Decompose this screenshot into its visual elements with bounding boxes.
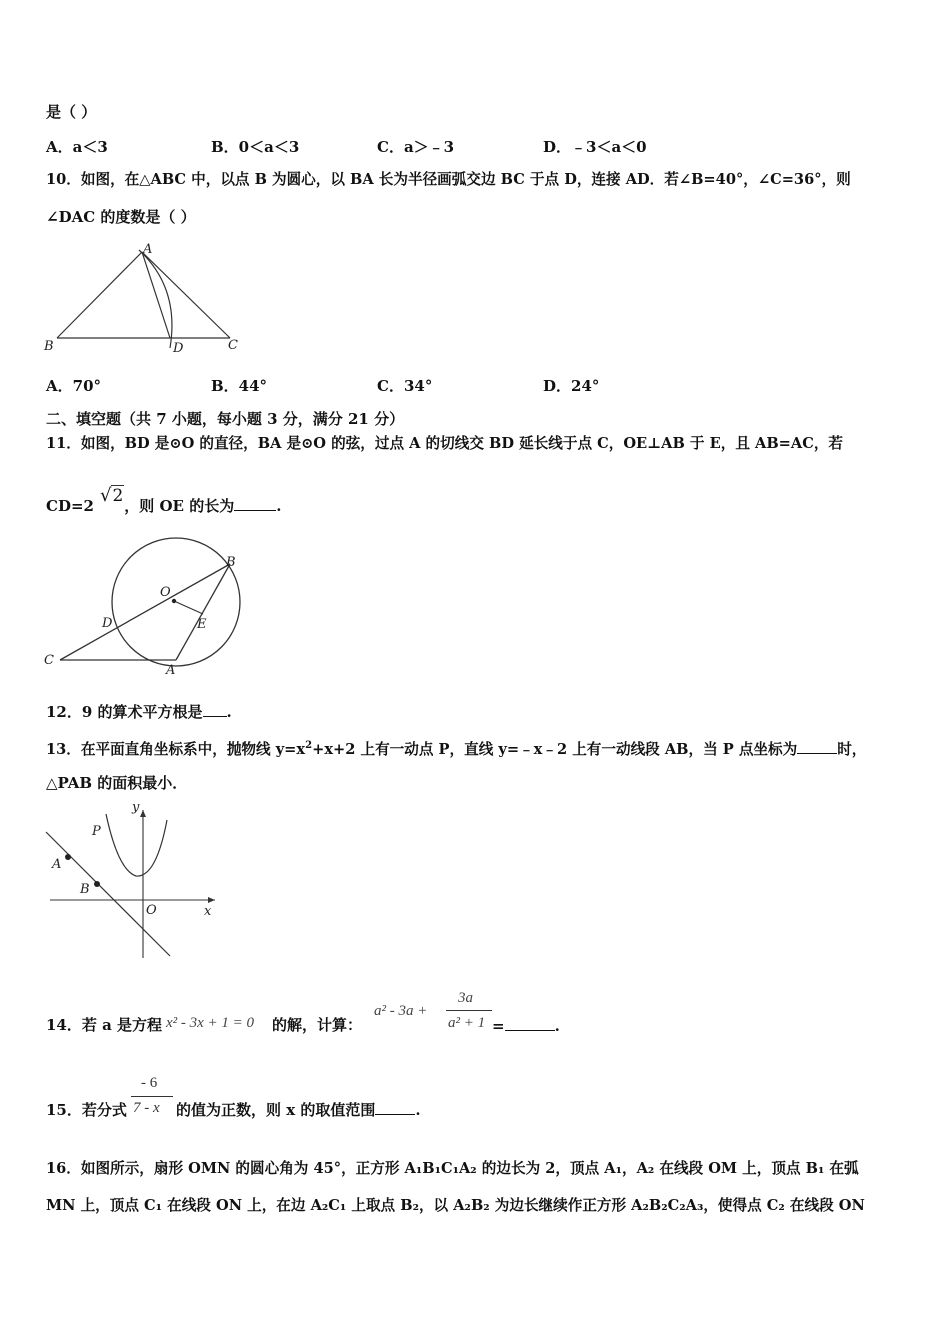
q14-prefix: 14．若 a 是方程 [46, 1016, 163, 1034]
q10-option-c: C．34° [377, 377, 433, 395]
q9-option-d: D．﹣3＜a＜0 [543, 138, 647, 156]
q10-figure [40, 238, 250, 358]
q11-label-d: D [102, 616, 113, 631]
q10-label-b: B [44, 339, 54, 354]
q11-sqrt-value: 2 [112, 486, 124, 506]
q13-answer-blank[interactable] [797, 739, 837, 754]
q13-line1: 13．在平面直角坐标系中，抛物线 $y=x^2+x+2$ 上有一动点 P，直线 y=﹣x﹣2 上有一动线段 AB，当 P 点坐标为 时， [46, 740, 867, 758]
section-heading: 二、填空题（共 7 小题，每小题 3 分，满分 21 分） [46, 410, 405, 428]
q11-answer-blank[interactable] [234, 496, 276, 511]
q13-line2: △PAB 的面积最小． [46, 774, 188, 792]
q9-option-a: A．a＜3 [46, 138, 108, 156]
q15-suffix: 的值为正数，则 x 的取值范围 . [176, 1101, 421, 1119]
q12-answer-blank[interactable] [203, 702, 227, 717]
q11-label-c: C [44, 653, 54, 668]
q10-line1: 10．如图，在△ABC 中，以点 B 为圆心，以 BA 长为半径画弧交边 BC 于点 D，连接 AD．若∠B=40°，∠C=36°，则 [46, 171, 851, 188]
sqrt-sign-icon: √ [99, 485, 112, 506]
q11-figure [40, 542, 250, 682]
q11-label-a: A [166, 663, 176, 678]
q13-label-b: B [80, 882, 90, 897]
q12-line: 12．9 的算术平方根是 . [46, 703, 232, 721]
q14-expression: a² - 3a + 3a a² + 1 [374, 990, 554, 1040]
q10-label-c: C [228, 338, 238, 353]
q10-option-a: A．70° [46, 377, 102, 395]
q11-label-o: O [160, 585, 171, 600]
q13-label-y: y [132, 800, 140, 815]
q9-option-c: C．a＞﹣3 [377, 138, 455, 156]
q13-label-x: x [204, 904, 212, 919]
q14-tail: = . [492, 1017, 560, 1035]
q13-label-p: P [92, 824, 101, 839]
q11-label-e: E [197, 617, 207, 632]
q10-option-b: B．44° [211, 377, 268, 395]
q9-tail: 是（ ） [46, 103, 97, 121]
q14-answer-blank[interactable] [505, 1016, 555, 1031]
q13-label-a: A [52, 857, 62, 872]
q11-line2: CD=2 √2，则 OE 的长为 . [46, 485, 282, 515]
q9-option-b: B．0＜a＜3 [211, 138, 300, 156]
q15-fraction: - 6 7 - x [131, 1075, 175, 1123]
q10-line2: ∠DAC 的度数是（ ） [46, 208, 196, 226]
q10-label-d: D [173, 341, 184, 356]
q10-option-d: D．24° [543, 377, 600, 395]
q13-label-o: O [146, 903, 157, 918]
q16-line2: MN 上，顶点 C₁ 在线段 ON 上，在边 A₂C₁ 上取点 B₂，以 A₂B₂ 为边长继续作正方形 A₂B₂C₂A₃，使得点 C₂ 在线段 ON [46, 1197, 865, 1214]
q15-prefix: 15．若分式 [46, 1101, 127, 1119]
q11-cd-prefix: CD=2 [46, 497, 94, 515]
q11-label-b: B [226, 555, 236, 570]
q16-line1: 16．如图所示，扇形 OMN 的圆心角为 45°，正方形 A₁B₁C₁A₂ 的边长为 2，顶点 A₁，A₂ 在线段 OM 上，顶点 B₁ 在弧 [46, 1160, 859, 1177]
q14-middle: 的解，计算： [272, 1016, 363, 1034]
q13-figure [40, 800, 230, 960]
q11-line2-suffix: ，则 OE 的长为 [124, 497, 235, 515]
q11-line1: 11．如图，BD 是⊙O 的直径，BA 是⊙O 的弦，过点 A 的切线交 BD 延长线于点 C，OE⊥AB 于 E，且 AB=AC，若 [46, 435, 844, 452]
q15-answer-blank[interactable] [375, 1100, 415, 1115]
q10-label-a: A [143, 242, 153, 257]
